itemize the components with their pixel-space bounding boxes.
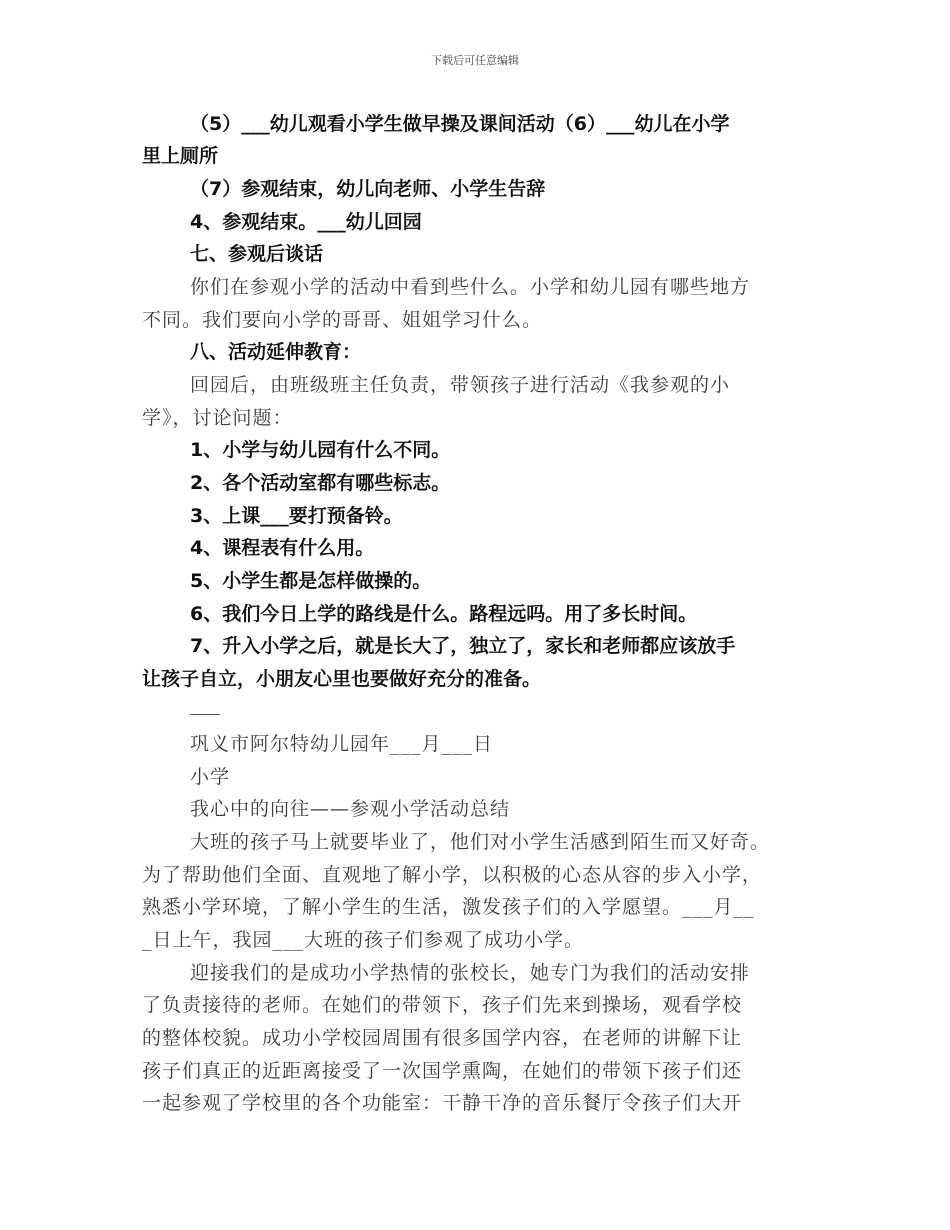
list-item: 6、我们今日上学的路线是什么。路程远吗。用了多长时间。 (190, 603, 698, 625)
page-header: 下载后可任意编辑 (431, 54, 519, 67)
article-title: 我心中的向往——参观小学活动总结 (190, 798, 511, 820)
text-line: 一起参观了学校里的各个功能室：干静干净的音乐餐厅令孩子们大开 (142, 1092, 743, 1114)
list-item: 2、各个活动室都有哪些标志。 (190, 472, 451, 494)
text-line: 回园后，由班级班主任负责，带领孩子进行活动《我参观的小 (190, 374, 731, 396)
section-heading: 八、活动延伸教育： (190, 341, 362, 363)
text-line: 你们在参观小学的活动中看到些什么。小学和幼儿园有哪些地方 (190, 276, 751, 298)
date-line: 巩义市阿尔特幼儿园年___月___日 (190, 733, 494, 755)
text-line: 小学 (190, 766, 231, 788)
text-line: 为了帮助他们全面、直观地了解小学，以积极的心态从容的步入小学， (142, 864, 763, 886)
list-item: 7、升入小学之后，就是长大了，独立了，家长和老师都应该放手 (190, 635, 736, 657)
text-line: 不同。我们要向小学的哥哥、姐姐学习什么。 (142, 309, 543, 331)
text-line: 的整体校貌。成功小学校园周围有很多国学内容，在老师的讲解下让 (142, 1027, 743, 1049)
text-line: （7）参观结束，幼儿向老师、小学生告辞 (190, 178, 546, 200)
text-line: 熟悉小学环境，了解小学生的生活，激发孩子们的入学愿望。___月__ (142, 896, 755, 918)
text-line: 4、参观结束。___幼儿回园 (190, 211, 422, 233)
list-item: 4、课程表有什么用。 (190, 537, 375, 559)
list-item: 1、小学与幼儿园有什么不同。 (190, 439, 451, 461)
text-line: 大班的孩子马上就要毕业了，他们对小学生活感到陌生而又好奇。 (190, 831, 771, 853)
text-line: 里上厕所 (142, 145, 219, 167)
text-line: （5）___幼儿观看小学生做早操及课间活动（6）___幼儿在小学 (190, 113, 730, 135)
list-item: 让孩子自立，小朋友心里也要做好充分的准备。 (142, 668, 542, 690)
text-line: 迎接我们的是成功小学热情的张校长，她专门为我们的活动安排 (190, 962, 751, 984)
section-heading: 七、参观后谈话 (190, 243, 324, 265)
text-line: 孩子们真正的近距离接受了一次国学熏陶，在她们的带领下孩子们还 (142, 1060, 743, 1082)
text-line: 了负责接待的老师。在她们的带领下，孩子们先来到操场，观看学校 (142, 994, 743, 1016)
list-item: 3、上课___要打预备铃。 (190, 505, 403, 527)
divider (190, 714, 220, 715)
text-line: _日上午，我园___大班的孩子们参观了成功小学。 (142, 929, 585, 951)
text-line: 学》，讨论问题： (142, 407, 293, 429)
list-item: 5、小学生都是怎样做操的。 (190, 570, 432, 592)
